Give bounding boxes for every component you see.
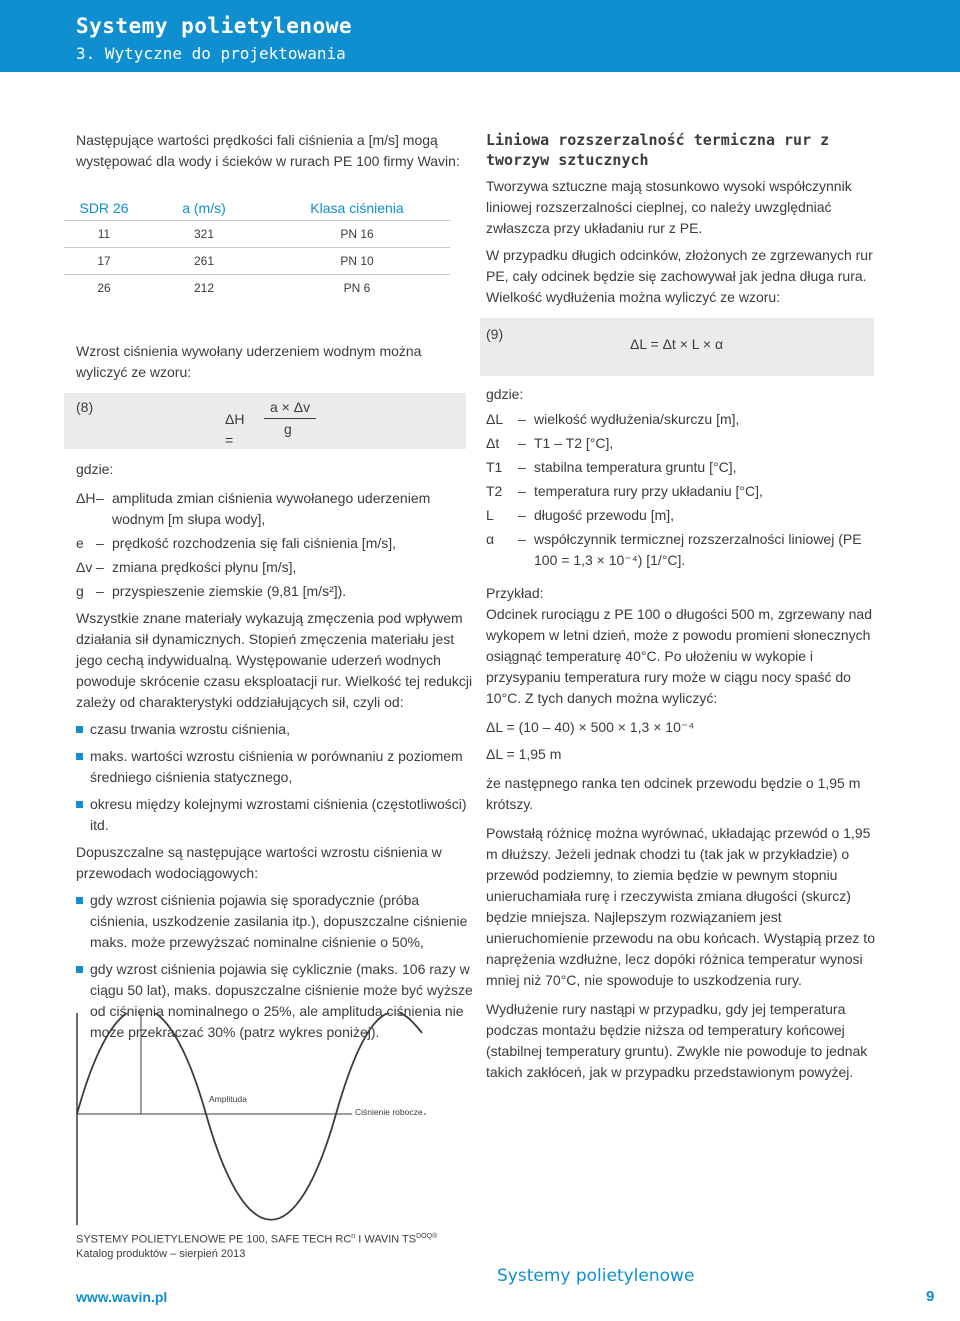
list-item-text: czasu trwania wzrostu ciśnienia, [90,721,290,737]
footer-products-mid: I WAVIN TS [355,1233,417,1246]
table-cell: 321 [144,221,264,248]
definition-symbol: L [486,507,494,523]
formula-numerator: a × Δv [270,399,311,415]
definition-dash: – [518,459,526,475]
definition-text: T1 – T2 [°C], [534,435,614,451]
list-item-text: maks. wartości wzrostu ciśnienia w porównaniu z poziomem średniego ciśnienia statycznego, [90,748,463,785]
table-row [64,221,450,248]
definition-symbol: T2 [486,483,503,499]
table-header: Klasa ciśnienia [264,196,450,221]
page-number: 9 [926,1288,935,1305]
definitions-list [486,409,880,571]
definition-item [486,481,880,502]
section-heading: Liniowa rozszerzalność termiczna rur z tworzyw sztucznych [486,131,830,169]
where-label: gdzie: [486,386,524,402]
definition-item [76,557,476,578]
footer-sup-2: DOQ® [416,1233,438,1240]
definition-text: amplituda zmian ciśnienia wywołanego uderzeniem wodnym [m słupa wody], [112,490,431,527]
definition-text: zmiana prędkości płynu [m/s], [112,559,297,575]
table-cell: 17 [64,248,144,275]
definition-symbol: T1 [486,459,503,475]
definition-symbol: e [76,535,84,551]
table-header: a (m/s) [144,196,264,221]
footer-products: SYSTEMY POLIETYLENOWE PE 100, SAFE TECH RC [76,1233,352,1246]
definition-item [486,433,880,454]
definition-item [486,409,880,430]
bullet-list-factors [76,719,476,836]
definition-text: współczynnik termicznej rozszerzalności liniowej (PE 100 = 1,3 × 10⁻⁴) [1/°C]. [534,531,862,568]
definition-text: długość przewodu [m], [534,507,675,523]
page-title: Systemy polietylenowe [76,14,353,38]
elongation-paragraph: Wydłużenie rury nastąpi w przypadku, gdy jej temperatura podczas montażu będzie niższa od temperatury końcowej (stabilnej temperatury gruntu). Zwykle nie powoduje to jednak takich zakłóceń, jak w przypadku przedstawionym powyżej. [486,1001,868,1080]
definition-dash: – [96,490,104,506]
definition-text: prędkość rozchodzenia się fali ciśnienia [m/s], [112,535,397,551]
header-band [0,0,960,72]
definition-symbol: α [486,531,495,547]
bullet-square-icon [76,897,83,904]
bullet-square-icon [76,966,83,973]
definition-dash: – [96,535,104,551]
formula-intro: Wzrost ciśnienia wywołany uderzeniem wodnym można wyliczyć ze wzoru: [76,343,422,380]
amplitude-label: Amplituda [209,1094,247,1104]
table-header: SDR 26 [64,196,144,221]
formula-expression: ΔL = Δt × L × α [630,336,724,352]
definition-text: stabilna temperatura gruntu [°C], [534,459,737,475]
definition-text: temperatura rury przy układaniu [°C], [534,483,763,499]
formula-intro: W przypadku długich odcinków, złożonych ze zgrzewanych rur PE, cały odcinek będzie się zachowywał jak jedna długa rura. Wielkość wydłużenia można wyliczyć ze wzoru: [486,247,873,305]
footer-sup-1: n [351,1233,356,1240]
table-cell: PN 10 [264,248,450,275]
definition-symbol: Δt [486,435,500,451]
table-header-row [64,196,450,221]
result-paragraph: że następnego ranka ten odcinek przewodu będzie o 1,95 m krótszy. [486,775,861,812]
table-cell: 261 [144,248,264,275]
formula-box-8 [64,393,466,449]
section-subtitle: 3. Wytyczne do projektowania [76,44,346,63]
definition-item [486,529,880,571]
formula-denominator: g [284,421,292,437]
definition-dash: – [518,507,526,523]
allowable-paragraph: Dopuszczalne są następujące wartości wzrostu ciśnienia w przewodach wodociągowych: [76,844,442,881]
working-pressure-label: Ciśnienie robocze [355,1107,423,1117]
definition-item [76,488,476,530]
list-item [76,746,476,788]
intro-paragraph: Tworzywa sztuczne mają stosunkowo wysoki współczynnik liniowej rozszerzalności cieplnej, co należy uwzględniać zwłaszcza przy układaniu rur z PE. [486,178,852,236]
list-item-text: gdy wzrost ciśnienia pojawia się cyklicznie (maks. 106 razy w ciągu 50 lat), maks. dopuszczalne ciśnienie może być wyższe od ciśnienia nominalnego o 25%, ale amplituda ciśnienia nie może przekraczać 30% (patrz wykres poniżej). [90,961,473,1040]
table-cell: 212 [193,280,215,295]
table-cell: 11 [64,221,144,248]
definition-text: wielkość wydłużenia/skurczu [m], [534,411,740,427]
example-label: Przykład: [486,585,544,601]
formula-number: (8) [76,399,94,415]
table-row [64,248,450,275]
definition-dash: – [96,583,104,599]
definition-item [486,505,880,526]
bullet-square-icon [76,801,83,808]
definition-item [76,533,476,554]
definition-dash: – [518,483,526,499]
definition-dash: – [518,435,526,451]
definition-item [76,581,476,602]
definition-symbol: Δv [76,559,93,575]
footer-website-link[interactable]: www.wavin.pl [76,1289,168,1305]
where-label: gdzie: [76,461,114,477]
footer-catalog-info [76,1230,437,1261]
calculation-2: ΔL = 1,95 m [486,746,562,762]
definition-symbol: ΔL [486,411,504,427]
bullet-square-icon [76,753,83,760]
formula-number: (9) [486,326,504,342]
table-cell: 26 [97,280,111,295]
bullet-square-icon [76,726,83,733]
fatigue-paragraph: Wszystkie znane materiały wykazują zmęczenia pod wpływem działania sił dynamicznych. Stopień zmęczenia materiału jest jego cechą indywidualną. Występowanie uderzeń wodnych powoduje skrócenie czasu eksploatacji rur. Wielkość tej redukcji zależy od charakterystyki oddziałujących sił, czyli od: [76,610,473,710]
calculation-1: ΔL = (10 – 40) × 500 × 1,3 × 10⁻⁴ [486,719,695,735]
wave-speed-table [64,196,450,301]
list-item [76,794,476,836]
pressure-wave-graph [76,1013,426,1225]
formula-box-9 [480,318,874,376]
definitions-list [76,488,476,602]
table-cell: PN 16 [264,221,450,248]
formula-lhs: ΔH = [225,411,245,448]
right-column [486,130,880,1083]
table-intro: Następujące wartości prędkości fali ciśnienia a [m/s] mogą występować dla wody i ścieków w rurach PE 100 firmy Wavin: [76,132,460,169]
list-item [76,890,476,953]
definition-text: przyspieszenie ziemskie (9,81 [m/s²]). [112,583,347,599]
definition-dash: – [518,531,526,547]
left-column [76,130,476,1043]
definition-symbol: ΔH [76,490,96,506]
footer-line-1 [76,1230,437,1247]
compensation-paragraph: Powstałą różnicę można wyrównać, układając przewód o 1,95 m dłuższy. Jeżeli jednak chodzi tu (tak jak w przykładzie) o przewód podziemny, to ziemia będzie w pewnym stopniu unieruchamiała rurę i rzeczywista zmiana długości (skurcz) będzie mniejsza. Najlepszym rozwiązaniem jest unieruchomienie przewodu na obu końcach. Wystąpią przez to naprężenia wzdłużne, lecz dopóki różnica temperatur wynosi mniej niż 70°C, nie spowoduje to uszkodzenia rury. [486,825,875,988]
definition-item [486,457,880,478]
definition-symbol: g [76,583,84,599]
list-item [76,719,476,740]
definition-dash: – [96,559,104,575]
list-item-text: okresu między kolejnymi wzrostami ciśnienia (częstotliwości) itd. [90,796,467,833]
example-paragraph: Odcinek rurociągu z PE 100 o długości 500 m, zgrzewany nad wykopem w letni dzień, może z powodu promieni słonecznych osiągnąć temperaturę 40°C. Po ułożeniu w wykopie i przysypaniu temperatura rury może w ciągu nocy spaść do 10°C. Z tych danych można wyliczyć: [486,606,872,706]
footer-brand: Systemy polietylenowe [497,1266,695,1286]
definition-dash: – [518,411,526,427]
table-cell: PN 6 [343,280,371,295]
list-item-text: gdy wzrost ciśnienia pojawia się sporadycznie (próba ciśnienia, uszkodzenie zasilania itp.), dopuszczalne ciśnienie maks. może przewyższać nominalne ciśnienie o 50%, [90,892,468,950]
footer-line-2: Katalog produktów – sierpień 2013 [76,1247,246,1260]
table-row [64,275,450,302]
